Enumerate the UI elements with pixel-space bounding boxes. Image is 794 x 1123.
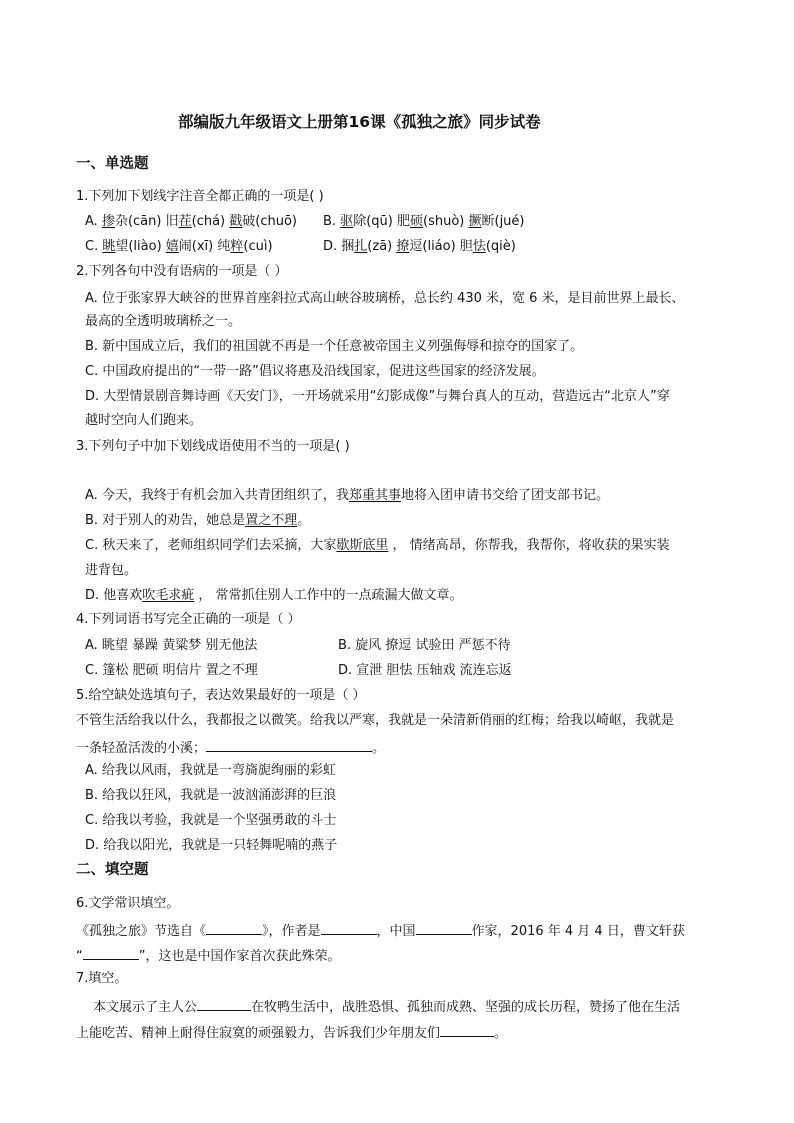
question-3-option-c-line-1 bbox=[85, 537, 670, 555]
option-text: (qiè) bbox=[485, 239, 516, 254]
passage-text: 一条轻盈活泼的小溪； bbox=[76, 741, 207, 756]
question-3-stem: 3.下列句子中加下划线成语使用不当的一项是( ) bbox=[76, 439, 350, 454]
option-text: (chá) bbox=[191, 214, 230, 229]
option-text: B. 对于别人的劝告，她总是 bbox=[85, 513, 246, 528]
question-text: 上能吃苦、精神上耐得住寂寞的顽强毅力，告诉我们少年朋友们 bbox=[76, 1026, 441, 1041]
underlined-text: 吹毛求疵 bbox=[142, 588, 195, 603]
option-text: 。 bbox=[297, 513, 311, 528]
question-1-option-c bbox=[85, 238, 273, 256]
option-text: 破(chuō) bbox=[242, 214, 297, 229]
option-text: 杂(cān) 旧 bbox=[114, 214, 179, 229]
question-5-option-d: D. 给我以阳光，我就是一只轻舞呢喃的燕子 bbox=[85, 838, 338, 853]
question-6-line-2 bbox=[76, 945, 341, 966]
question-1-option-a bbox=[85, 213, 297, 231]
question-5-option-a: A. 给我以风雨，我就是一弯旖旎绚丽的彩虹 bbox=[85, 763, 336, 778]
question-4-option-b: B. 旋风 撩逗 试验田 严惩不待 bbox=[338, 638, 511, 653]
question-text: 。 bbox=[494, 1026, 508, 1041]
question-5-passage-line-1: 不管生活给我以什么，我都报之以微笑。给我以严寒，我就是一朵清新俏丽的红梅；给我以崎岖，我就是 bbox=[76, 713, 675, 728]
question-1-option-b bbox=[323, 213, 525, 231]
option-text: 除(qū) 肥 bbox=[353, 214, 410, 229]
option-text: (shuò) bbox=[423, 214, 469, 229]
answer-blank[interactable] bbox=[206, 920, 262, 935]
answer-blank[interactable] bbox=[206, 737, 372, 752]
underlined-text: 掺 bbox=[101, 214, 115, 229]
question-7-line-2 bbox=[76, 1022, 507, 1043]
question-3-option-c-line-2: 进背包。 bbox=[85, 563, 138, 578]
question-5-option-b: B. 给我以狂风，我就是一波汹涌澎湃的巨浪 bbox=[85, 788, 337, 803]
underlined-text: 戳 bbox=[229, 214, 243, 229]
question-4-stem: 4.下列词语书写完全正确的一项是（ ） bbox=[76, 612, 301, 627]
option-text: 地将入团申请书交给了团支部书记。 bbox=[400, 488, 609, 503]
question-4-option-d: D. 宣泄 胆怯 压轴戏 流连忘返 bbox=[338, 663, 512, 678]
answer-blank[interactable] bbox=[321, 920, 377, 935]
underlined-text: 硕 bbox=[409, 214, 423, 229]
underlined-text: 歇斯底里 bbox=[336, 538, 389, 553]
option-text: (cuì) bbox=[243, 239, 273, 254]
answer-blank[interactable] bbox=[416, 920, 472, 935]
question-2-option-c: C. 中国政府提出的“一带一路”倡议将惠及沿线国家，促进这些国家的经济发展。 bbox=[85, 364, 545, 379]
question-4-option-a: A. 眺望 暴躁 黄粱梦 别无他法 bbox=[85, 638, 258, 653]
question-text: 在牧鸭生活中，战胜恐惧、孤独而成熟、坚强的成长历程，赞扬了他在生活 bbox=[251, 1000, 681, 1015]
underlined-text: 嬉 bbox=[165, 239, 179, 254]
option-text: 望(liào) bbox=[115, 239, 166, 254]
option-text: C. 秋天来了，老师组织同学们去采摘，大家 bbox=[85, 538, 337, 553]
question-3-option-b bbox=[85, 512, 310, 530]
question-5-option-c: C. 给我以考验，我就是一个坚强勇敢的斗士 bbox=[85, 813, 337, 828]
question-1-stem: 1.下列加下划线字注音全都正确的一项是( ) bbox=[76, 189, 324, 204]
option-text: D. 他喜欢 bbox=[85, 588, 143, 603]
underlined-text: 驱 bbox=[340, 214, 354, 229]
question-2-stem: 2.下列各句中没有语病的一项是（ ） bbox=[76, 264, 288, 279]
option-text: A. 今天，我终于有机会加入共青团组织了，我 bbox=[85, 488, 349, 503]
question-3-option-d bbox=[85, 587, 463, 605]
section-heading-single-choice: 一、单选题 bbox=[76, 156, 149, 172]
option-text: C. bbox=[85, 239, 103, 254]
option-text: (zā) bbox=[367, 239, 397, 254]
question-5-passage-line-2 bbox=[76, 737, 385, 758]
option-text: A. bbox=[85, 214, 102, 229]
page-title: 部编版九年级语文上册第16课《孤独之旅》同步试卷 bbox=[178, 113, 541, 131]
question-6-line-1 bbox=[76, 920, 685, 941]
question-6-stem: 6.文学常识填空。 bbox=[76, 896, 180, 911]
option-text: D. 捆 bbox=[323, 239, 355, 254]
underlined-text: 撅 bbox=[468, 214, 482, 229]
underlined-text: 置之不理 bbox=[245, 513, 298, 528]
answer-blank[interactable] bbox=[440, 1022, 494, 1037]
option-text: 闹(xī) 纯 bbox=[178, 239, 231, 254]
option-text: ， 常常抓住别人工作中的一点疏漏大做文章。 bbox=[194, 588, 463, 603]
question-text: “ bbox=[76, 949, 83, 964]
question-2-option-a-line-2: 最高的全透明玻璃桥之一。 bbox=[85, 314, 242, 329]
question-2-option-d-line-2: 越时空向人们跑来。 bbox=[85, 413, 203, 428]
underlined-text: 眺 bbox=[102, 239, 116, 254]
passage-text: 。 bbox=[372, 741, 386, 756]
underlined-text: 茬 bbox=[178, 214, 192, 229]
underlined-text: 撩 bbox=[396, 239, 410, 254]
question-1-option-d bbox=[323, 238, 516, 256]
question-5-stem: 5.给空缺处选填句子，表达效果最好的一项是（ ） bbox=[76, 688, 366, 703]
underlined-text: 郑重其事 bbox=[348, 488, 401, 503]
question-2-option-b: B. 新中国成立后，我们的祖国就不再是一个任意被帝国主义列强侮辱和掠夺的国家了。 bbox=[85, 339, 584, 354]
question-text: 《孤独之旅》节选自《 bbox=[76, 924, 207, 939]
question-text: 本文展示了主人公 bbox=[93, 1000, 198, 1015]
section-heading-fill-in: 二、填空题 bbox=[76, 862, 149, 878]
question-2-option-a-line-1: A. 位于张家界大峡谷的世界首座斜拉式高山峡谷玻璃桥，总长约 430 米，宽 6 米，是目前世界上最长、 bbox=[85, 291, 685, 306]
question-2-option-d-line-1: D. 大型情景剧音舞诗画《天安门》，一开场就采用“幻影成像”与舞台真人的互动，营造远古“北京人”穿 bbox=[85, 389, 670, 404]
option-text: ， 情绪高昂，你帮我，我帮你，将收获的果实装 bbox=[388, 538, 670, 553]
answer-blank[interactable] bbox=[83, 945, 139, 960]
underlined-text: 扎 bbox=[354, 239, 368, 254]
option-text: 断(jué) bbox=[481, 214, 525, 229]
question-text: ，中国 bbox=[376, 924, 416, 939]
question-text: 》，作者是 bbox=[262, 924, 321, 939]
question-7-line-1 bbox=[93, 996, 680, 1017]
question-4-option-c: C. 篷松 肥硕 明信片 置之不理 bbox=[85, 663, 258, 678]
underlined-text: 怯 bbox=[472, 239, 486, 254]
underlined-text: 粹 bbox=[230, 239, 244, 254]
question-3-option-a bbox=[85, 487, 609, 505]
question-7-stem: 7.填空。 bbox=[76, 971, 128, 986]
question-text: 作家，2016 年 4 月 4 日，曹文轩获 bbox=[471, 924, 685, 939]
option-text: 逗(liáo) 胆 bbox=[409, 239, 473, 254]
option-text: B. bbox=[323, 214, 341, 229]
answer-blank[interactable] bbox=[197, 996, 251, 1011]
question-text: ”，这也是中国作家首次获此殊荣。 bbox=[138, 949, 341, 964]
